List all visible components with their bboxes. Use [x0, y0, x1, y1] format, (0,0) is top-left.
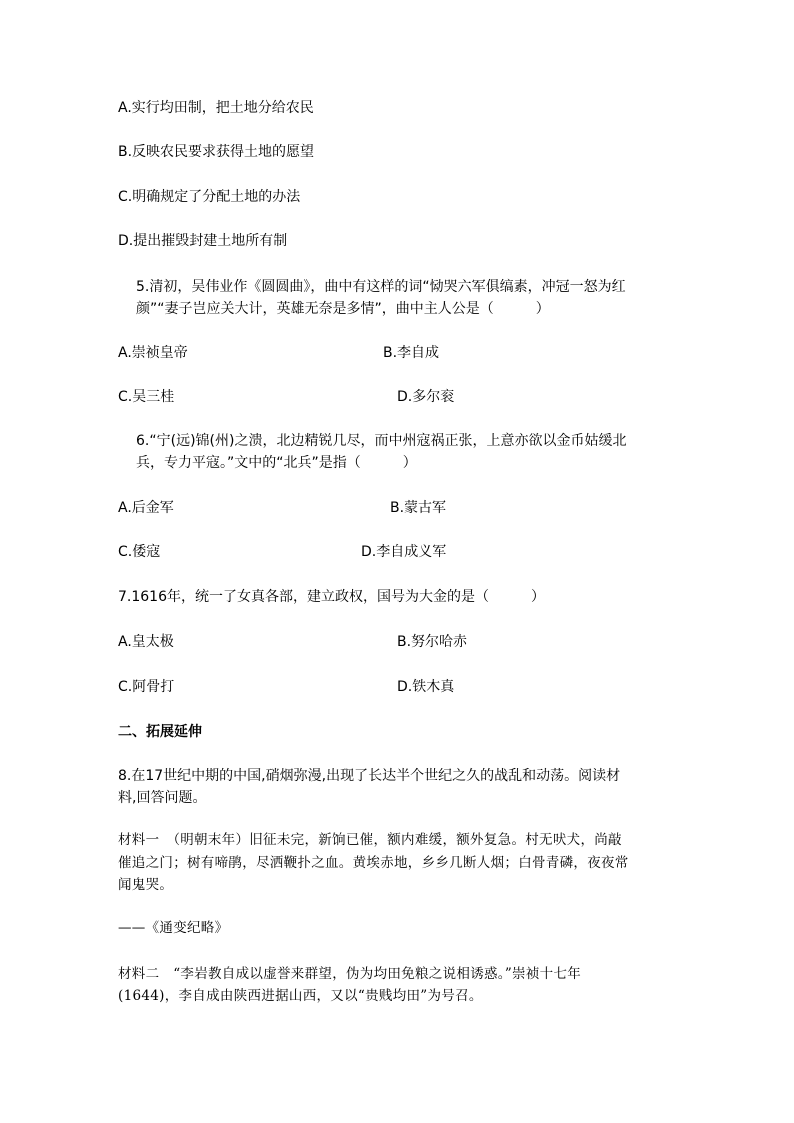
q7-option-c: C.阿骨打: [118, 679, 175, 695]
material1-line2: 催追之门；树有啼鹃，尽洒鞭扑之血。黄埃赤地，乡乡几断人烟；白骨青磷，夜夜常: [118, 855, 629, 871]
q6-stem-line2: 兵，专力平寇。”文中的“北兵”是指（ ）: [136, 455, 417, 471]
q8-stem-line2: 料,回答问题。: [118, 790, 207, 806]
q4-option-c: C.明确规定了分配土地的办法: [118, 189, 301, 205]
q5-option-c: C.吴三桂: [118, 389, 175, 405]
q4-option-b: B.反映农民要求获得土地的愿望: [118, 144, 315, 160]
material1-line3: 闻鬼哭。: [118, 877, 174, 893]
q7-option-a: A.皇太极: [118, 634, 174, 650]
q5-stem-line1: 5.清初，吴伟业作《圆圆曲》，曲中有这样的词“恸哭六军俱缟素，冲冠一怒为红: [136, 279, 626, 295]
material2-line1: 材料二 “李岩教自成以虚誉来群望，伪为均田免粮之说相诱惑。”崇祯十七年: [118, 966, 582, 982]
q7-option-b: B.努尔哈赤: [397, 634, 468, 650]
material1-line1: 材料一 （明朝末年）旧征未完，新饷已催，额内难缓，额外复急。村无吠犬，尚敲: [118, 832, 622, 848]
q7-stem: 7.1616年，统一了女真各部，建立政权，国号为大金的是（ ）: [118, 589, 545, 605]
q8-stem-line1: 8.在17世纪中期的中国,硝烟弥漫,出现了长达半个世纪之久的战乱和动荡。阅读材: [118, 768, 621, 784]
q6-option-b: B.蒙古军: [390, 500, 447, 516]
q7-option-d: D.铁木真: [397, 679, 455, 695]
q4-option-d: D.提出摧毁封建土地所有制: [118, 233, 288, 249]
q5-option-a: A.崇祯皇帝: [118, 345, 188, 361]
q5-option-b: B.李自成: [383, 345, 440, 361]
section-heading: 二、拓展延伸: [118, 724, 202, 740]
q4-option-a: A.实行均田制，把土地分给农民: [118, 100, 314, 116]
q6-stem-line1: 6.“宁(远)锦(州)之溃，北边精锐几尽，而中州寇祸正张，上意亦欲以金币姑缓北: [136, 433, 627, 449]
q6-option-a: A.后金军: [118, 500, 174, 516]
q6-option-c: C.倭寇: [118, 544, 161, 560]
q5-stem-line2: 颜”“妻子岂应关大计，英雄无奈是多情”，曲中主人公是（ ）: [136, 301, 550, 317]
q5-option-d: D.多尔衮: [397, 389, 455, 405]
material1-source: ——《通变纪略》: [118, 920, 229, 936]
q6-option-d: D.李自成义军: [361, 544, 447, 560]
material2-line2: (1644)，李自成由陕西进据山西，又以“贵贱均田”为号召。: [118, 988, 483, 1004]
